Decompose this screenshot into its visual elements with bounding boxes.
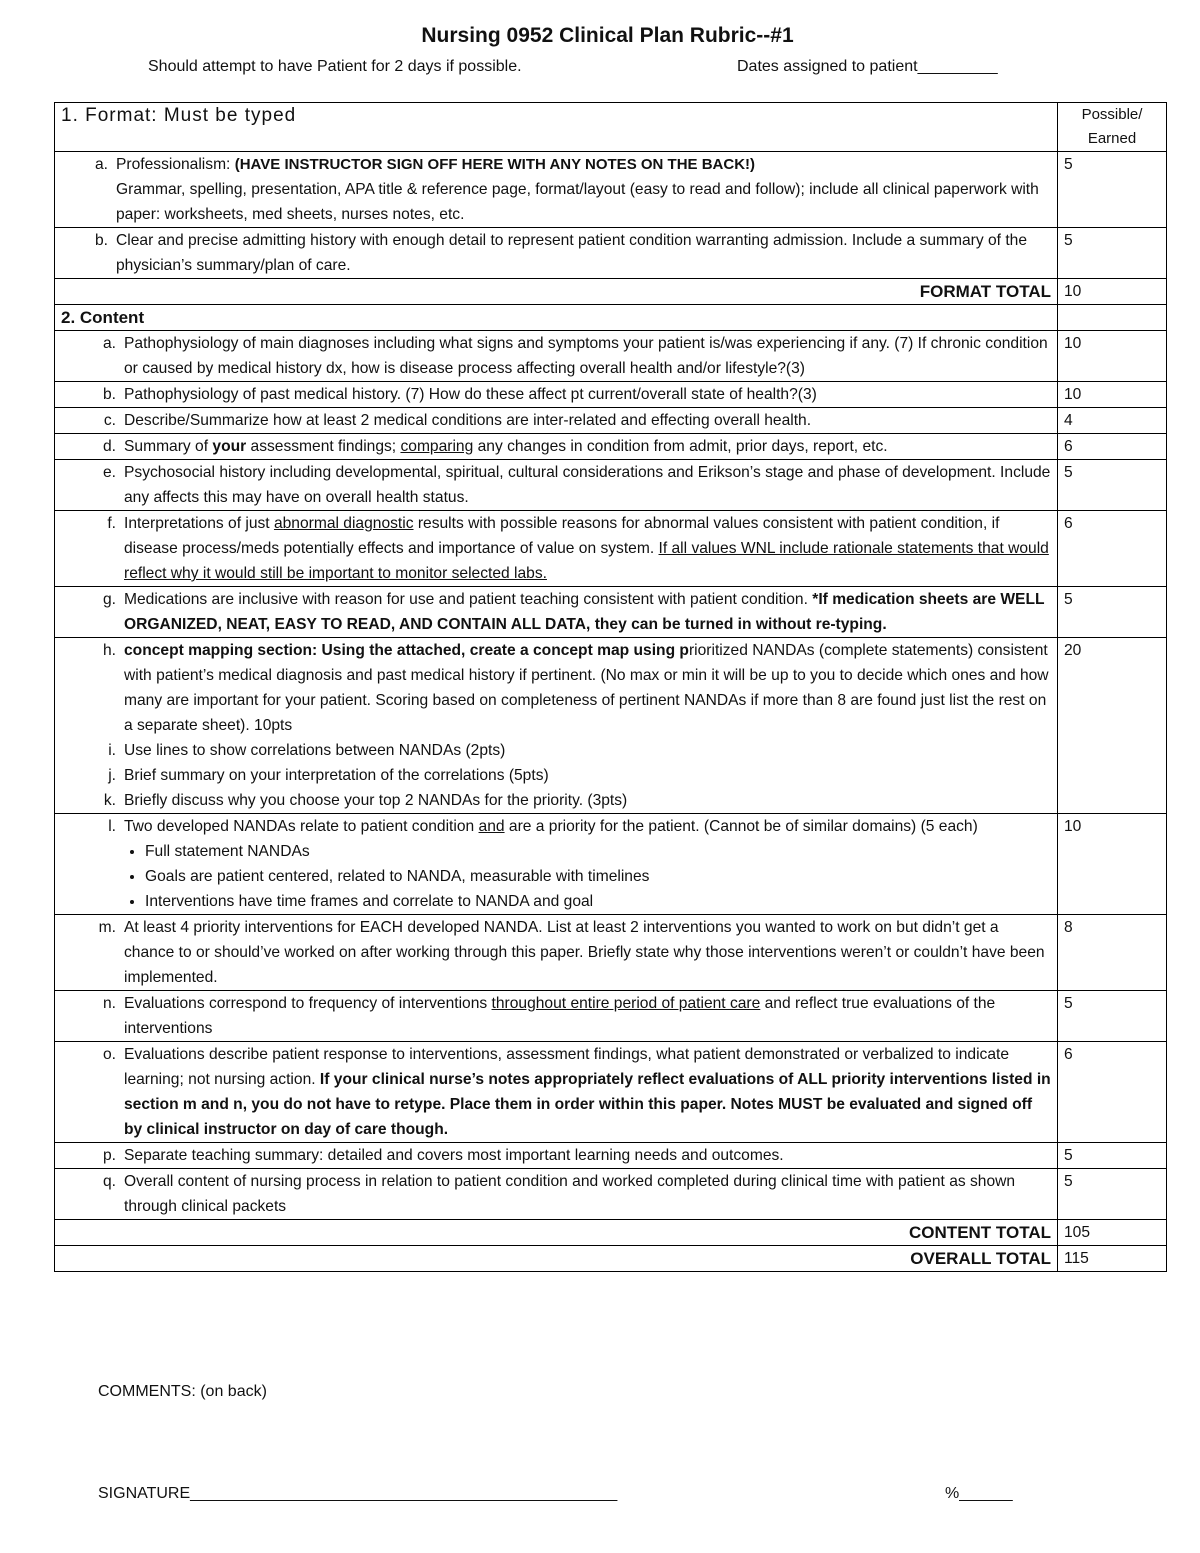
item-label: b. [94,232,108,249]
format-header-row [55,103,1167,152]
list-item: • Full statement NANDAs [145,839,1051,864]
item-label: o. [102,1046,116,1063]
points: 10 [1058,382,1167,408]
item-text: Overall content of nursing process in relation to patient condition and worked completed during clinical time with patient as shown through clinical packets [124,1173,1016,1215]
signature-line[interactable]: SIGNATURE________________________________________________ [98,1485,618,1502]
item-text: Interpretations of just abnormal diagnostic results with possible reasons for abnormal values consistent with patient condition, if disease process/meds potentially effects and importance of value on system. If all values WNL include rationale statements that would reflect why it would still be important to monitor selected labs. [124,515,1049,582]
points: 10 [1058,331,1167,382]
item-label: a. [94,156,108,173]
document-title: Nursing 0952 Clinical Plan Rubric--#1 [421,24,794,47]
table-row [55,915,1167,991]
item-text: At least 4 priority interventions for EACH developed NANDA. List at least 2 interventions you wanted to work on but didn’t get a chance to or should’ve worked on after working through this paper. Briefly state why those interventions weren’t or couldn’t have been implemented. [124,919,1045,986]
item-text: Separate teaching summary: detailed and covers most important learning needs and outcomes. [124,1147,784,1164]
item-label: n. [102,995,116,1012]
table-row [55,331,1167,382]
item-label: b. [102,386,116,403]
item-text: Pathophysiology of main diagnoses including what signs and symptoms your patient is/was experiencing if any. (7) If chronic condition or caused by medical history dx, how is disease process affecting overall health and/or lifestyle?(3) [124,335,1048,377]
item-text: Describe/Summarize how at least 2 medical conditions are inter-related and effecting overall health. [124,412,812,429]
item-text: Brief summary on your interpretation of the correlations (5pts) [124,767,549,784]
item-text: Clear and precise admitting history with enough detail to represent patient condition warranting admission. Include a summary of the physician’s summary/plan of care. [116,232,1027,274]
content-total-label: CONTENT TOTAL [55,1220,1058,1246]
item-label: d. [102,438,116,455]
list-item: • Goals are patient centered, related to NANDA, measurable with timelines [145,864,1051,889]
item-label: q. [102,1173,116,1190]
points: 8 [1058,915,1167,991]
format-total-label: FORMAT TOTAL [55,279,1058,305]
table-row [55,228,1167,279]
table-row [55,814,1167,915]
subtitle: Should attempt to have Patient for 2 days if possible. [148,58,522,75]
points: 5 [1058,991,1167,1042]
content-total-points: 105 [1058,1220,1167,1246]
dates-assigned: Dates assigned to patient_________ [737,58,998,75]
content-header-row [55,305,1167,331]
table-row [55,382,1167,408]
points: 6 [1058,1042,1167,1143]
points: 5 [1058,152,1167,228]
table-row [55,587,1167,638]
list-item: • Interventions have time frames and correlate to NANDA and goal [145,889,1051,914]
item-text: Pathophysiology of past medical history. (7) How do these affect pt current/overall state of health?(3) [124,386,817,403]
rubric-table [54,102,1167,1272]
item-label: e. [102,464,116,481]
points: 6 [1058,511,1167,587]
points: 5 [1058,587,1167,638]
points: 20 [1058,638,1167,814]
item-text: Use lines to show correlations between NANDAs (2pts) [124,742,506,759]
item-text: Medications are inclusive with reason for use and patient teaching consistent with patient condition. *If medication sheets are WELL ORGANIZED, NEAT, EASY TO READ, AND CONTAIN ALL DATA, they can be turned in without re-typing. [124,591,1045,633]
item-text: Summary of your assessment findings; comparing any changes in condition from admit, prior days, report, etc. [124,438,888,455]
item-label: a. [102,335,116,352]
overall-total-label: OVERALL TOTAL [55,1246,1058,1272]
percent-line[interactable]: %______ [945,1485,1013,1502]
table-row [55,152,1167,228]
points: 5 [1058,228,1167,279]
item-label: p. [102,1147,116,1164]
item-text: concept mapping section: Using the attached, create a concept map using prioritized NANDAs (complete statements) consistent with patient’s medical diagnosis and past medical history if pertinent. (No max or min it will be up to you to decide which ones and how many are important for your patient. Scoring based on completeness of pertinent NANDAs if more than 8 are found just list the rest on a separate sheet). 10pts [124,642,1049,734]
table-row [55,991,1167,1042]
overall-total-row [55,1246,1167,1272]
table-row [55,408,1167,434]
item-label: l. [108,818,116,835]
content-heading: 2. Content [55,305,1058,331]
format-heading: 1. Format: Must be typed [55,103,1058,152]
item-label: h. [102,642,116,659]
format-total-points: 10 [1058,279,1167,305]
criteria-list [127,839,1051,914]
item-label: m. [98,919,116,936]
points: 6 [1058,434,1167,460]
item-text: Evaluations describe patient response to interventions, assessment findings, what patient demonstrated or verbalized to indicate learning; not nursing action. If your clinical nurse’s notes appropriately reflect evaluations of ALL priority interventions listed in section m and n, you do not have to retype. Place them in order within this paper. Notes MUST be evaluated and signed off by clinical instructor on day of care though. [124,1046,1051,1138]
possible-earned-header: Possible/ Earned [1058,103,1167,152]
table-row [55,511,1167,587]
item-label: j. [108,767,116,784]
item-text: Psychosocial history including developmental, spiritual, cultural considerations and Erikson’s stage and phase of development. Include any affects this may have on overall health status. [124,464,1051,506]
table-row [55,1143,1167,1169]
item-label: k. [103,792,116,809]
comments-label: COMMENTS: (on back) [98,1383,267,1400]
item-label: i. [108,742,116,759]
item-text: Two developed NANDAs relate to patient condition and are a priority for the patient. (Cannot be of similar domains) (5 each) [124,818,978,835]
points: 5 [1058,1143,1167,1169]
item-label: g. [102,591,116,608]
content-total-row [55,1220,1167,1246]
format-total-row [55,279,1167,305]
points: 4 [1058,408,1167,434]
item-text: Professionalism: (HAVE INSTRUCTOR SIGN OFF HERE WITH ANY NOTES ON THE BACK!) Grammar, spelling, presentation, APA title & reference page, format/layout (easy to read and follow); include all clinical paperwork with paper: worksheets, med sheets, nurses notes, etc. [116,156,1039,223]
item-label: c. [103,412,116,429]
table-row [55,1169,1167,1220]
points: 5 [1058,1169,1167,1220]
table-row [55,434,1167,460]
table-row [55,1042,1167,1143]
item-text: Briefly discuss why you choose your top 2 NANDAs for the priority. (3pts) [124,792,628,809]
item-text: Evaluations correspond to frequency of interventions throughout entire period of patient care and reflect true evaluations of the interventions [124,995,996,1037]
item-label: f. [107,515,116,532]
points: 5 [1058,460,1167,511]
overall-total-points: 115 [1058,1246,1167,1272]
table-row [55,638,1167,814]
table-row [55,460,1167,511]
points: 10 [1058,814,1167,915]
